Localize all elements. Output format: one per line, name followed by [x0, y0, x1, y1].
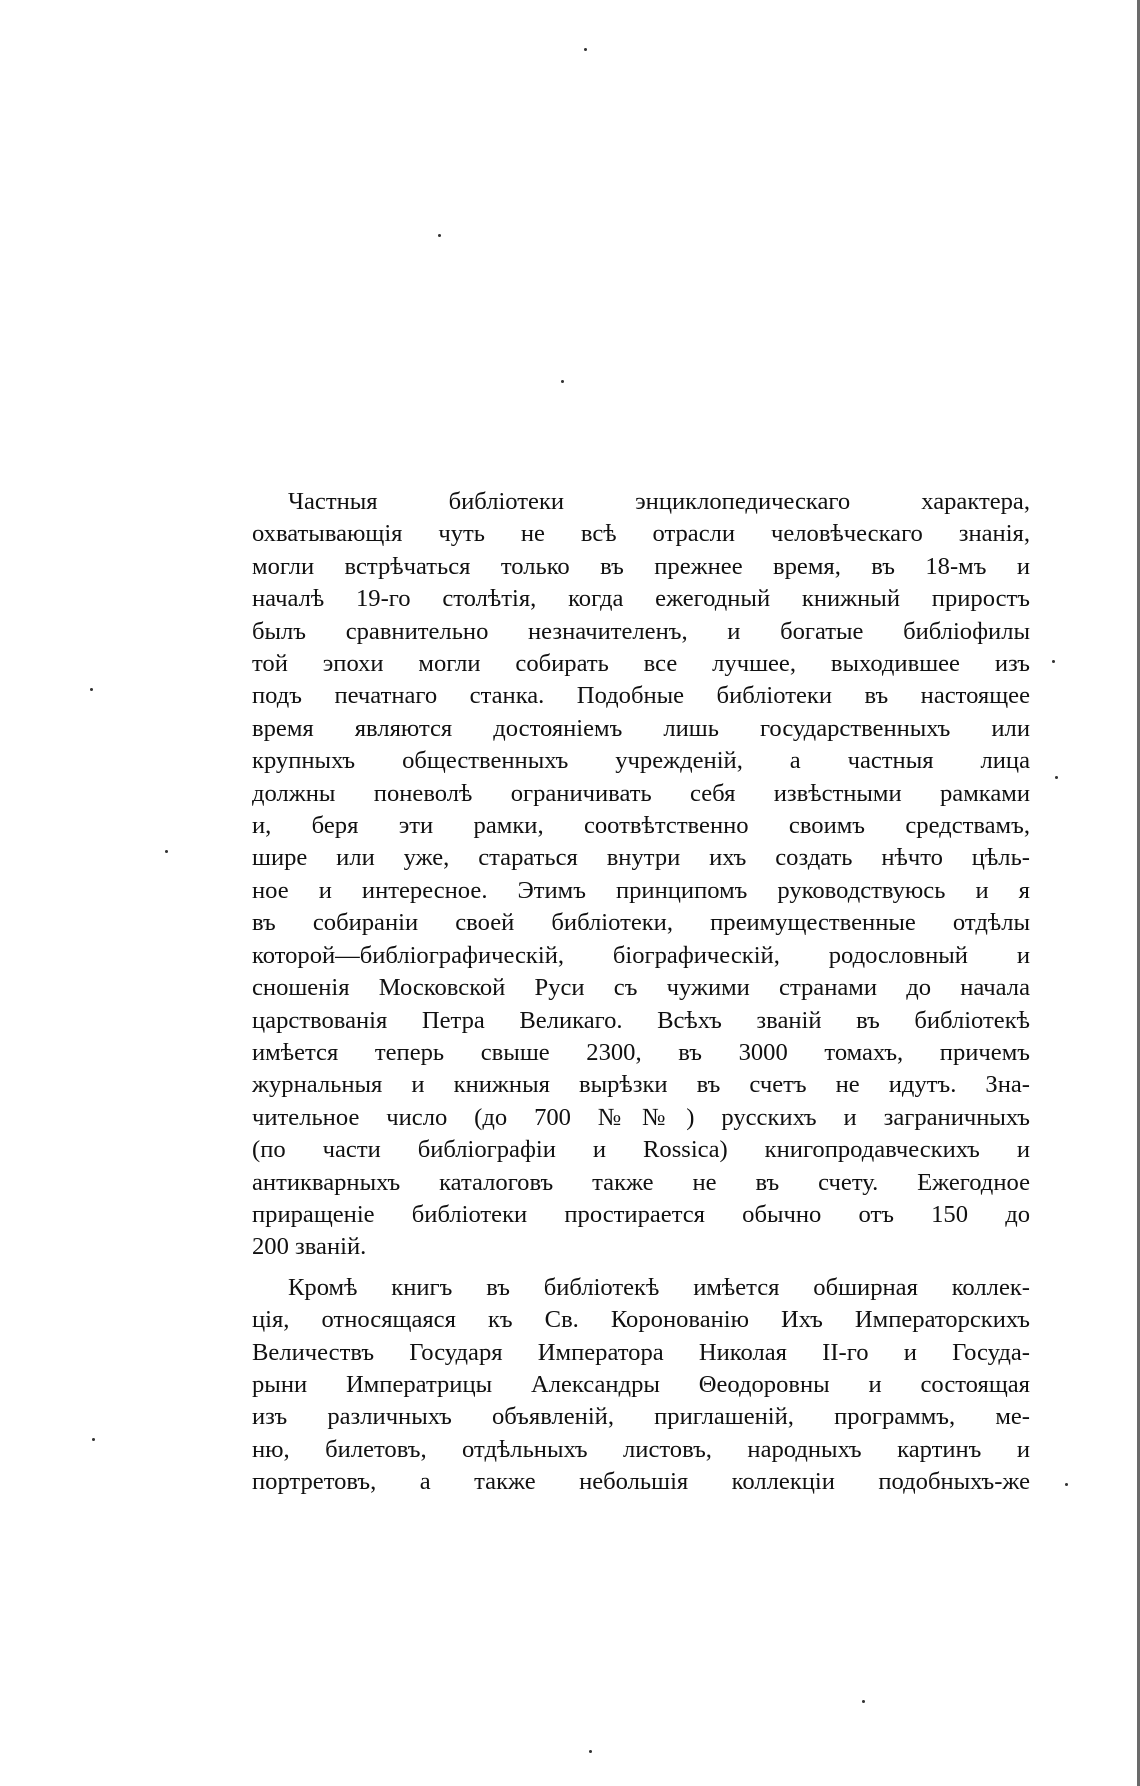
text-line: той эпохи могли собирать все лучшее, выходившее изъ: [252, 650, 1030, 678]
text-line: крупныхъ общественныхъ учрежденій, а частныя лица: [252, 747, 1030, 775]
scan-speck: [584, 48, 587, 51]
text-line: ню, билетовъ, отдѣльныхъ листовъ, народныхъ картинъ и: [252, 1435, 1030, 1463]
text-line: чительное число (до 700 №№) русскихъ и заграничныхъ: [252, 1103, 1030, 1131]
text-line: Частныя библіотеки энциклопедическаго характера,: [288, 488, 1030, 515]
text-line: время являются достояніемъ лишь государственныхъ или: [252, 714, 1030, 742]
text-line: которой—библіографическій, біографическій, родословный и: [252, 941, 1030, 969]
body-text: [252, 486, 1030, 1499]
scan-speck: [438, 234, 441, 237]
text-line: журнальныя и книжныя вырѣзки въ счетъ не идутъ. Зна-: [252, 1071, 1030, 1099]
scan-speck: [862, 1700, 865, 1703]
text-line: Величествъ Государя Императора Николая II-го и Госуда-: [252, 1338, 1030, 1366]
text-line: охватывающія чуть не всѣ отрасли человѣческаго знанія,: [252, 520, 1030, 548]
text-line: подъ печатнаго станка. Подобные библіотеки въ настоящее: [252, 682, 1030, 710]
scan-speck: [165, 850, 168, 853]
scan-speck: [1055, 776, 1058, 779]
paragraph-2: [252, 1272, 1030, 1499]
text-line: имѣется теперь свыше 2300, въ 3000 томахъ, причемъ: [252, 1038, 1030, 1066]
scan-speck: [92, 1438, 95, 1441]
text-line: 200 званій.: [252, 1233, 367, 1261]
scan-speck: [561, 380, 564, 383]
text-line: шире или уже, стараться внутри ихъ создать нѣчто цѣль-: [252, 844, 1030, 872]
text-line: приращеніе библіотеки простирается обычно отъ 150 до: [252, 1200, 1030, 1228]
scan-speck: [90, 688, 93, 691]
text-line: ція, относящаяся къ Св. Коронованію Ихъ Императорскихъ: [252, 1306, 1030, 1334]
text-line: изъ различныхъ объявленій, приглашеній, программъ, ме-: [252, 1403, 1030, 1431]
text-line: антикварныхъ каталоговъ также не въ счету. Ежегодное: [252, 1168, 1030, 1196]
text-line: портретовъ, а также небольшія коллекціи подобныхъ-же: [252, 1468, 1030, 1496]
text-line: въ собираніи своей библіотеки, преимущественные отдѣлы: [252, 909, 1030, 937]
scan-speck: [1065, 1483, 1068, 1486]
text-line: должны поневолѣ ограничивать себя извѣстными рамками: [252, 779, 1030, 807]
text-line: царствованія Петра Великаго. Всѣхъ званій въ библіотекѣ: [252, 1006, 1030, 1034]
text-line: былъ сравнительно незначителенъ, и богатые библіофилы: [252, 617, 1030, 645]
text-line: могли встрѣчаться только въ прежнее время, въ 18-мъ и: [252, 552, 1030, 580]
text-line: (по части библіографіи и Rossica) книгопродавческихъ и: [252, 1136, 1030, 1164]
text-line: сношенія Московской Руси съ чужими странами до начала: [252, 974, 1030, 1002]
text-line: и, беря эти рамки, соотвѣтственно своимъ средствамъ,: [252, 812, 1030, 840]
paragraph-1: [252, 486, 1030, 1264]
scan-speck: [589, 1750, 592, 1753]
text-line: рыни Императрицы Александры Θеодоровны и состоящая: [252, 1370, 1030, 1398]
text-line: началѣ 19-го столѣтія, когда ежегодный книжный приростъ: [252, 585, 1030, 613]
scan-speck: [1052, 660, 1055, 663]
text-line: Кромѣ книгъ въ библіотекѣ имѣется обширная коллек-: [288, 1273, 1030, 1301]
text-line: ное и интересное. Этимъ принципомъ руководствуюсь и я: [252, 876, 1030, 904]
